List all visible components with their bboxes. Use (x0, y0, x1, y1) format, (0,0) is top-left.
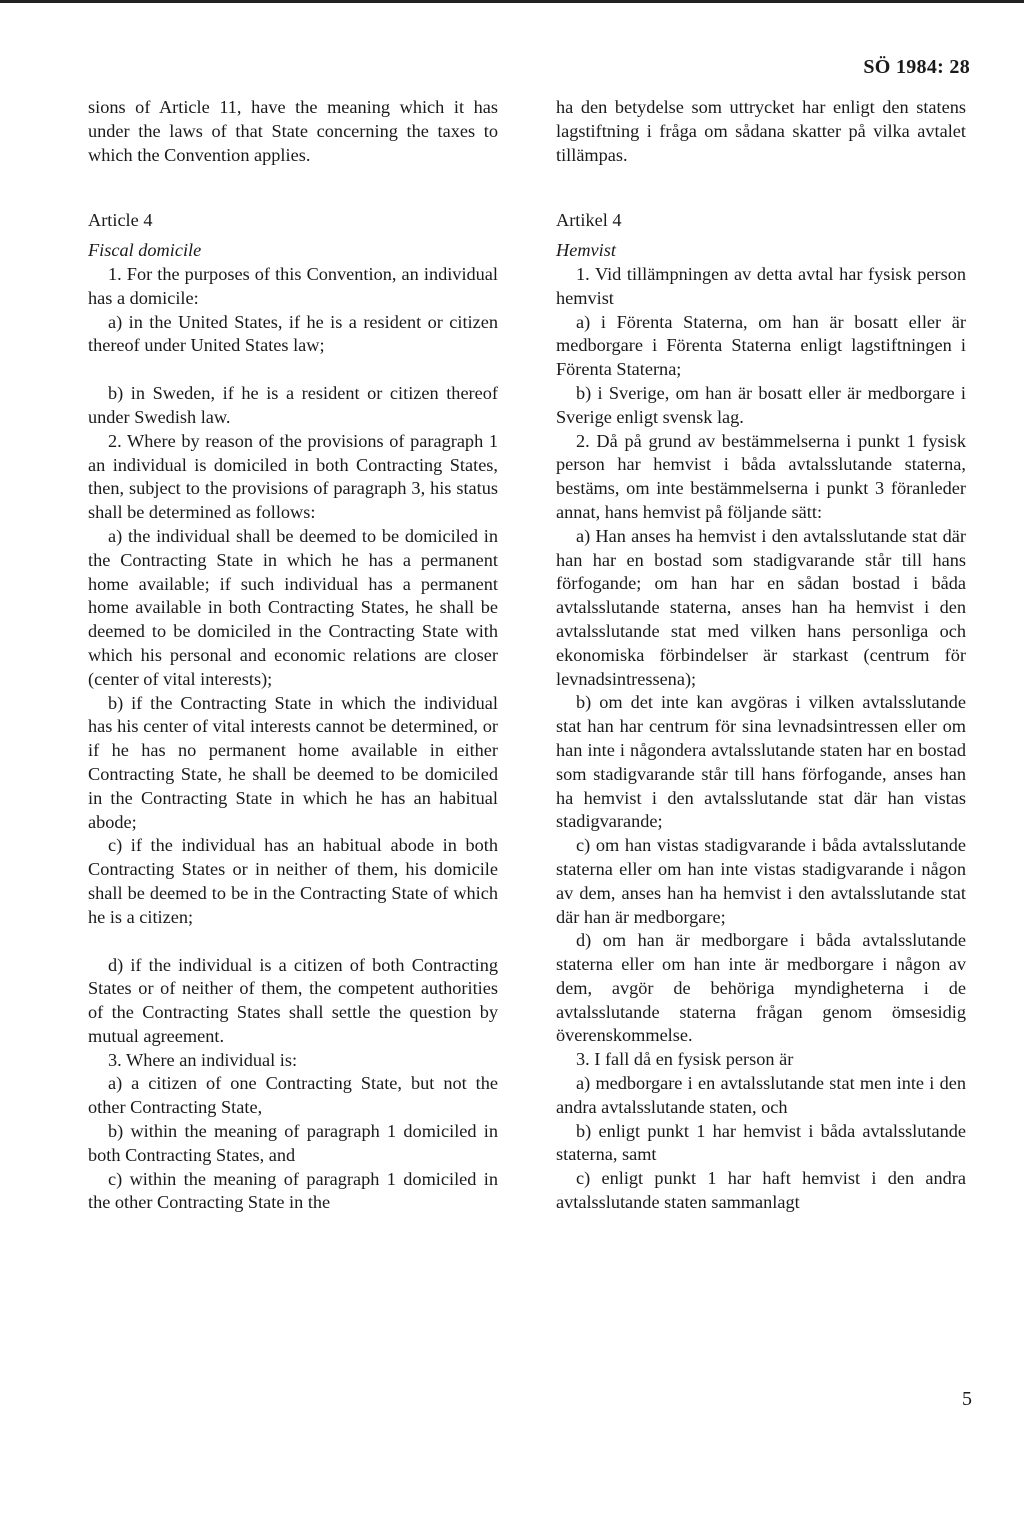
english-paragraph-3b: b) within the meaning of paragraph 1 domiciled in both Contracting States, and (88, 1121, 498, 1165)
english-article-subtitle: Fiscal domicile (88, 240, 202, 261)
swedish-paragraph-2a: a) Han anses ha hemvist i den avtalsslutande stat där han har en bostad som stadigvarande står till hans förfogande; om han har en sådan bostad i båda avtalsslutande staterna, anses han ha hemvist i den avtalsslutande stat med vilken hans personliga och ekonomiska förbindelser är starkast (centrum för levnadsintressena); (556, 525, 966, 689)
swedish-paragraph-2: 2. Då på grund av bestämmelserna i punkt 1 fysisk person har hemvist i båda avtalsslutande staterna, bestäms, om inte bestämmelserna i punkt 3 föranleder annat, hans hemvist på följande sätt: (556, 430, 966, 522)
english-article-title: Article 4 (88, 210, 153, 231)
english-paragraph-1: 1. For the purposes of this Convention, an individual has a domicile: (88, 263, 498, 308)
swedish-paragraph-1b: b) i Sverige, om han är bosatt eller är medborgare i Sverige enligt svensk lag. (556, 382, 966, 427)
english-paragraph-2c: c) if the individual has an habitual abode in both Contracting States or in neither of them, his domicile shall be deemed to be in the Contracting State of which he is a citizen; (88, 835, 498, 927)
english-paragraph-3a: a) a citizen of one Contracting State, but not the other Contracting State, (88, 1073, 498, 1118)
swedish-paragraph-2b: b) om det inte kan avgöras i vilken avtalsslutande stat han har centrum för sina levnadsintressen eller om han inte i någondera avtalsslutande staten har en bostad som stadigvarande står till hans förfogande, anses han ha hemvist i den avtalsslutande stat där han vistas stadigvarande; (556, 692, 966, 832)
swedish-article-subtitle: Hemvist (556, 240, 616, 261)
swedish-column (556, 96, 966, 1215)
swedish-paragraph-2d: d) om han är medborgare i båda avtalsslutande staterna eller om han inte är medborgare i någon av dem, avgör de behöriga myndigheterna i de avtalsslutande staterna frågan genom ömsesidig överenskommelse. (556, 930, 966, 1046)
swedish-paragraph-2c: c) om han vistas stadigvarande i båda avtalsslutande staterna eller om han inte vistas stadigvarande i någon av dem, anses han ha hemvist i den avtalsslutande stat där han är medborgare; (556, 835, 966, 927)
english-column (88, 96, 498, 1215)
swedish-paragraph-3c: c) enligt punkt 1 har haft hemvist i den andra avtalsslutande staten sammanlagt (556, 1168, 966, 1213)
swedish-paragraph-1a: a) i Förenta Staterna, om han är bosatt eller är medborgare i Förenta Staterna enligt lagstiftningen i Förenta Staterna; (556, 311, 966, 380)
document-reference: SÖ 1984: 28 (863, 56, 970, 78)
top-rule (0, 0, 1024, 3)
swedish-paragraph-3a: a) medborgare i en avtalsslutande stat men inte i den andra avtalsslutande staten, och (556, 1073, 966, 1117)
english-paragraph-2: 2. Where by reason of the provisions of paragraph 1 an individual is domiciled in both Contracting States, then, subject to the provisions of paragraph 3, his status shall be determined as follows: (88, 430, 498, 523)
page-number: 5 (962, 1388, 972, 1410)
swedish-intro: ha den betydelse som uttrycket har enligt den statens lagstiftning i fråga om sådana skatter på vilka avtalet tillämpas. (556, 97, 966, 165)
english-paragraph-2b: b) if the Contracting State in which the individual has his center of vital interests cannot be determined, or if he has no permanent home available in either Contracting State, he shall be deemed to be domiciled in the Contracting State in which he has an habitual abode; (88, 692, 498, 832)
english-paragraph-2a: a) the individual shall be deemed to be domiciled in the Contracting State in which he has a permanent home available; if such individual has a permanent home available in both Contracting States, he shall be deemed to be domiciled in the Contracting State with which his personal and economic relations are closer (center of vital interests); (88, 525, 498, 689)
swedish-paragraph-3b: b) enligt punkt 1 har hemvist i båda avtalsslutande staterna, samt (556, 1120, 966, 1165)
swedish-paragraph-3: 3. I fall då en fysisk person är (576, 1049, 794, 1070)
english-paragraph-3c: c) within the meaning of paragraph 1 domiciled in the other Contracting State in the (88, 1168, 498, 1213)
swedish-paragraph-1: 1. Vid tillämpningen av detta avtal har fysisk person hemvist (556, 263, 966, 308)
english-paragraph-2d: d) if the individual is a citizen of both Contracting States or of neither of them, the competent authorities of the Contracting States shall settle the question by mutual agreement. (88, 954, 498, 1046)
english-paragraph-1b: b) in Sweden, if he is a resident or citizen thereof under Swedish law. (88, 383, 498, 427)
english-intro: sions of Article 11, have the meaning which it has under the laws of that State concerning the taxes to which the Convention applies. (88, 97, 498, 165)
english-paragraph-3: 3. Where an individual is: (108, 1049, 298, 1070)
english-paragraph-1a: a) in the United States, if he is a resident or citizen thereof under United States law; (88, 311, 498, 356)
swedish-article-title: Artikel 4 (556, 210, 622, 231)
